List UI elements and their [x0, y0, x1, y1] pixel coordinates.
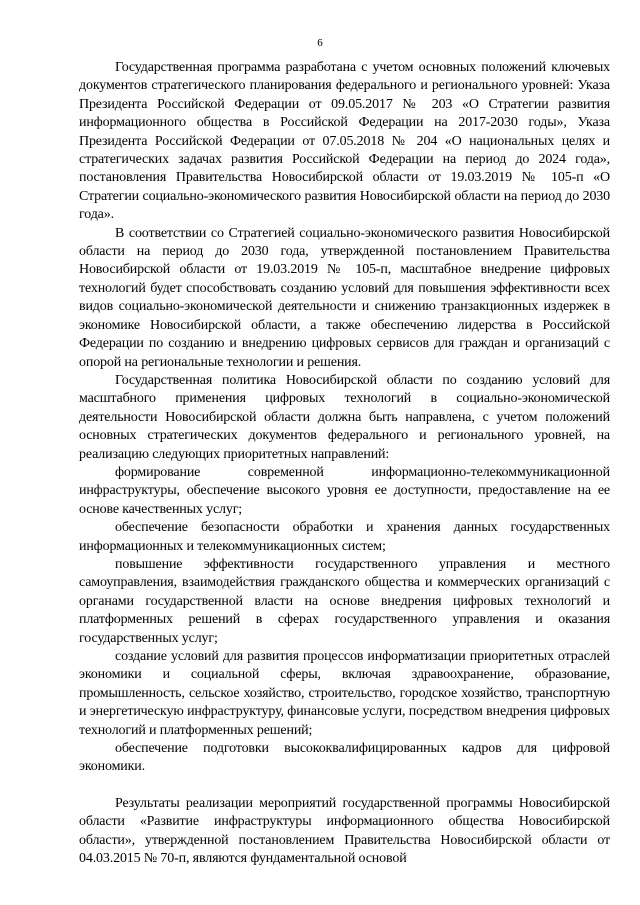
- list-item-informatization: создание условий для развития процессов информатизации приоритетных отраслей экономики и социальной сферы, включая здравоохранение, образование, промышленность, сельское хозяйство, строительство, городское хозяйство, транспортную и энергетическую инфраструктуру, финансовые услуги, посредством внедрения цифровых технологий и платформенных решений;: [79, 649, 610, 738]
- page-number: 6: [317, 37, 323, 49]
- paragraph-strategy: В соответствии со Стратегией социально-экономического развития Новосибирской области на период до 2030 года, утвержденной постановлением Правительства Новосибирской области от 19.03.2019 № 105-п, масштабное внедрение цифровых технологий будет способствовать созданию условий для повышения эффективности всех видов социально-экономической деятельности и снижению транзакционных издержек в экономике Новосибирской области, а также обеспечению лидерства в Российской Федерации по созданию и внедрению цифровых сервисов для граждан и организаций с опорой на региональные технологии и решения.: [79, 225, 610, 370]
- paragraph-program-basis: Государственная программа разработана с учетом основных положений ключевых документов стратегического планирования федерального и регионального уровней: Указа Президента Российской Федерации от 09.05.2017 № 203 «О Стратегии развития информационного общества в Российской Федерации на 2017-2030 годы», Указа Президента Российской Федерации от 07.05.2018 № 204 «О национальных целях и стратегических задачах развития Российской Федерации на период до 2024 года», постановления Правительства Новосибирской области от 19.03.2019 № 105-п «О Стратегии социально-экономического развития Новосибирской области на период до 2030 года».: [79, 60, 610, 223]
- paragraph-state-policy: Государственная политика Новосибирской области по созданию условий для масштабного применения цифровых технологий в социально-экономической деятельности Новосибирской области должна быть направлена, с учетом положений основных стратегических документов федерального и регионального уровней, на реализацию следующих приоритетных направлений:: [79, 372, 610, 462]
- document-body: [79, 59, 610, 868]
- list-item-personnel: обеспечение подготовки высококвалифицированных кадров для цифровой экономики.: [79, 741, 610, 775]
- paragraph-results: Результаты реализации мероприятий государственной программы Новосибирской области «Развитие инфраструктуры информационного общества Новосибирской области», утвержденной постановлением Правительства Новосибирской области от 04.03.2015 № 70-п, являются фундаментальной основой: [79, 795, 610, 867]
- list-item-security: обеспечение безопасности обработки и хранения данных государственных информационных и телекоммуникационных систем;: [79, 520, 610, 554]
- list-item-infrastructure: формирование современной информационно-телекоммуникационной инфраструктуры, обеспечение высокого уровня ее доступности, предоставление на ее основе качественных услуг;: [79, 464, 610, 517]
- list-item-governance: повышение эффективности государственного управления и местного самоуправления, взаимодействия гражданского общества и коммерческих организаций с органами государственной власти на основе внедрения цифровых технологий и платформенных решений в сферах государственного управления и оказания государственных услуг;: [79, 556, 610, 646]
